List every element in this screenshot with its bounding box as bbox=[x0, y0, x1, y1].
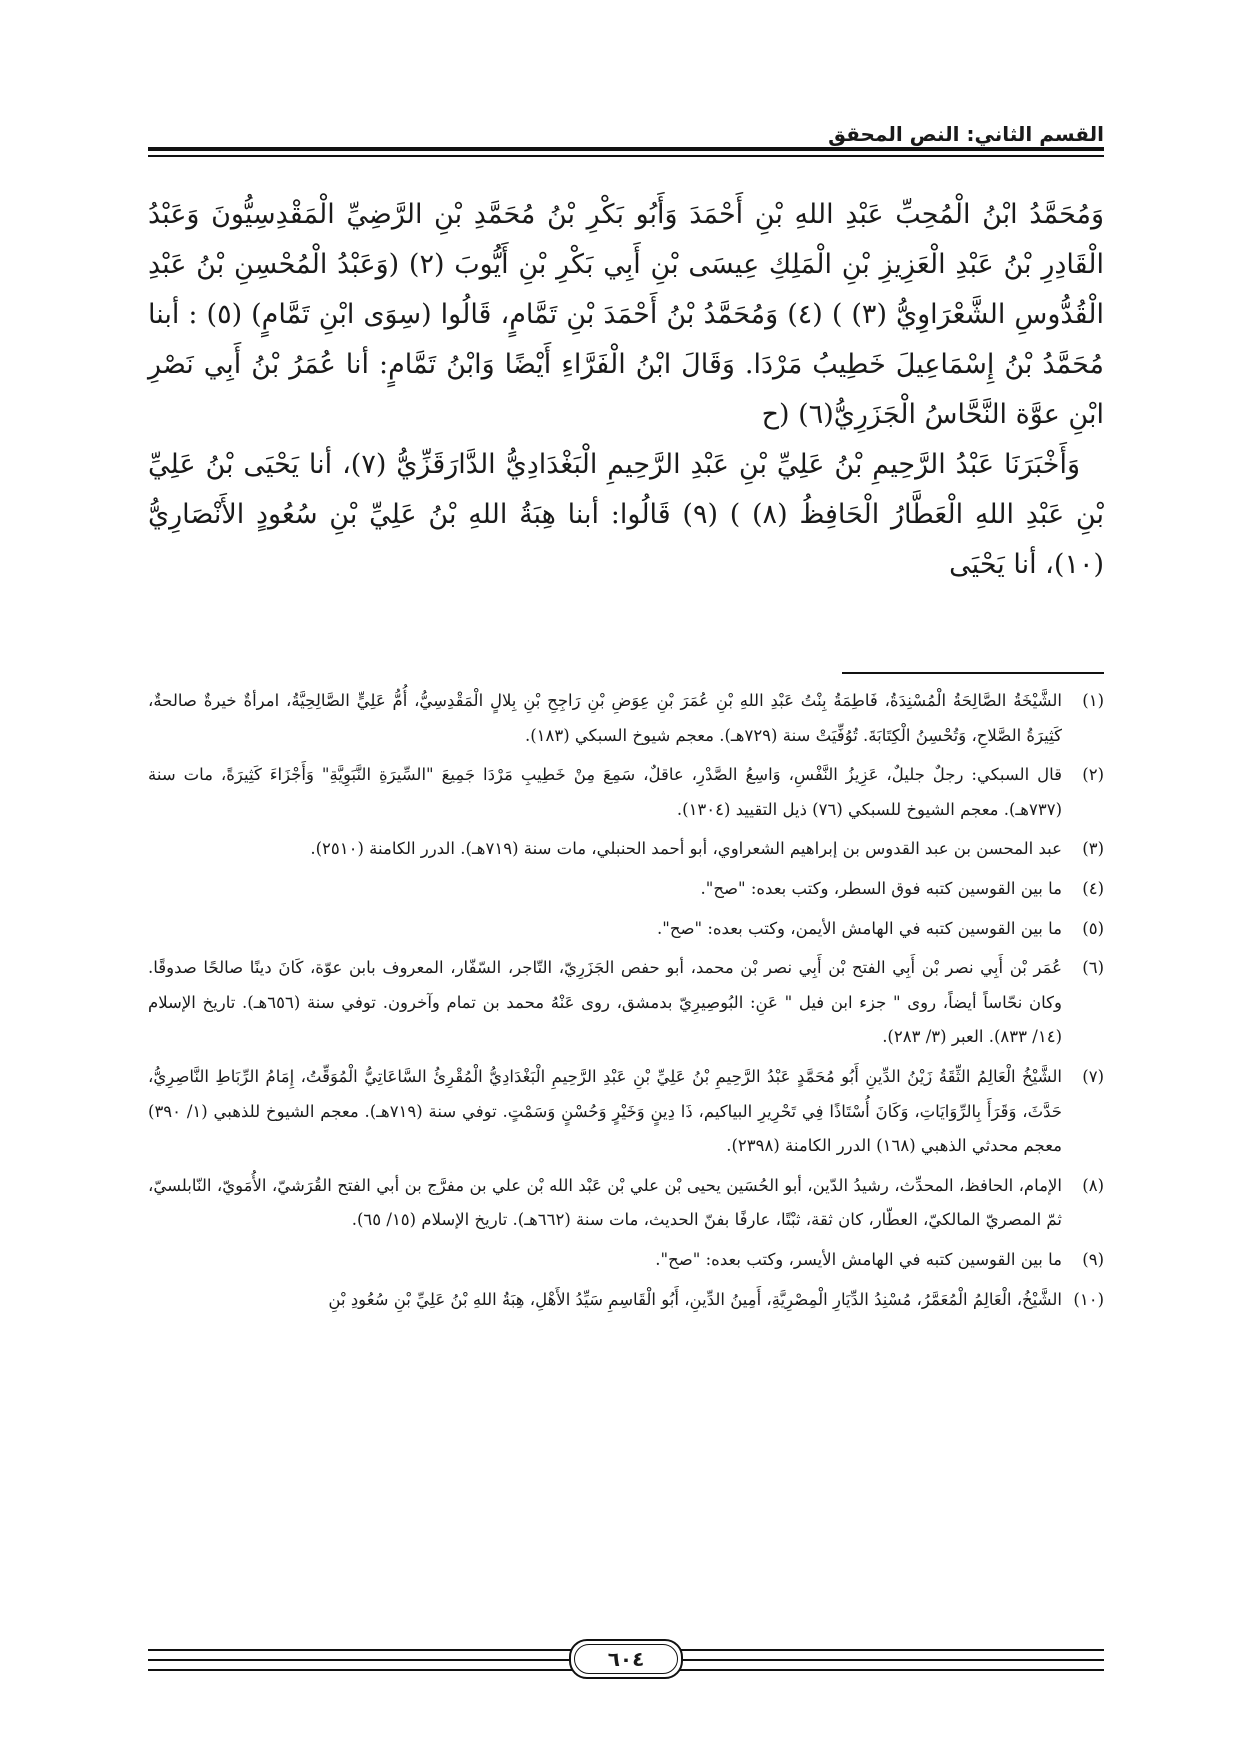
footnote-number: (٤) bbox=[1082, 878, 1104, 898]
footnote-number: (٣) bbox=[1082, 839, 1104, 859]
footnote-text: ما بين القوسين كتبه في الهامش الأيسر، وكتب بعده: "صح". bbox=[655, 1249, 1062, 1269]
footnote bbox=[148, 1169, 1104, 1238]
header-rule-thick bbox=[148, 147, 1104, 151]
footnote-number: (٧) bbox=[1082, 1066, 1104, 1086]
main-paragraph-2: وَأَخْبَرَنَا عَبْدُ الرَّحِيمِ بْنُ عَلِيِّ بْنِ عَبْدِ الرَّحِيمِ الْبَغْدَادِيُّ الدَّارَقَزِّيُّ (٧)، أنا يَحْيَى بْنُ عَلِيِّ بْنِ عَبْدِ اللهِ الْعَطَّارُ الْحَافِظُ (٨) ) (٩) قَالُوا: أبنا هِبَةُ اللهِ بْنُ عَلِيِّ بْنِ سُعُودٍ الأَنْصَارِيُّ (١٠)، أنا يَحْيَى bbox=[148, 449, 1104, 580]
footnote bbox=[148, 1243, 1104, 1278]
footnote-number: (١٠) bbox=[1073, 1289, 1104, 1309]
page-number: ٦٠٤ bbox=[607, 1647, 645, 1671]
main-paragraph-1: وَمُحَمَّدُ ابْنُ الْمُحِبِّ عَبْدِ اللهِ بْنِ أَحْمَدَ وَأَبُو بَكْرِ بْنُ مُحَمَّدِ بْنِ الرَّضِيِّ الْمَقْدِسِيُّونَ وَعَبْدُ الْقَادِرِ بْنُ عَبْدِ الْعَزِيزِ بْنِ الْمَلِكِ عِيسَى بْنِ أَبِي بَكْرِ بْنِ أَيُّوبَ (٢) (وَعَبْدُ الْمُحْسِنِ بْنُ عَبْدِ الْقُدُّوسِ الشَّعْرَاوِيُّ (٣) ) (٤) وَمُحَمَّدُ بْنُ أَحْمَدَ بْنِ تَمَّامٍ، قَالُوا (سِوَى ابْنِ تَمَّامٍ) (٥) : أبنا مُحَمَّدُ بْنُ إِسْمَاعِيلَ خَطِيبُ مَرْدَا. وَقَالَ ابْنُ الْفَرَّاءِ أَيْضًا وَابْنُ تَمَّامٍ: أنا عُمَرُ بْنُ أَبِي نَصْرِ ابْنِ عوَّة النَّحَّاسُ الْجَزَرِيُّ(٦) (ح bbox=[148, 199, 1104, 430]
footnote-number: (١) bbox=[1082, 691, 1104, 710]
header-rule-thin bbox=[148, 155, 1104, 157]
footnote-number: (٩) bbox=[1082, 1249, 1104, 1269]
footnote-number: (٦) bbox=[1082, 958, 1104, 978]
footnote bbox=[148, 684, 1104, 753]
footnote bbox=[148, 951, 1104, 1055]
footnote-text: ما بين القوسين كتبه في الهامش الأيمن، وكتب بعده: "صح". bbox=[657, 918, 1062, 938]
footnote-text: قال السبكي: رجلٌ جليلٌ، عَزِيزُ النَّفْسِ، وَاسِعُ الصَّدْرِ، عاقلٌ، سَمِعَ مِنْ خَطِيبِ مَرْدَا جَمِيعَ "السِّيرَةِ النَّبَوِيَّةِ" وَأَجْزَاءَ كَثِيرَةً، مات سنة (٧٣٧هـ). معجم الشيوخ للسبكي (٧٦) ذيل التقييد (١٣٠٤). bbox=[148, 765, 1062, 819]
footnote-text: ما بين القوسين كتبه فوق السطر، وكتب بعده: "صح". bbox=[700, 878, 1062, 898]
footnote bbox=[148, 912, 1104, 947]
footnote-text: الشَّيْخَةُ الصَّالِحَةُ الْمُسْنِدَةُ، فَاطِمَةُ بِنْتُ عَبْدِ اللهِ بْنِ عُمَرَ بْنِ عِوَضِ بْنِ رَاجِحِ بْنِ بِلالٍ الْمَقْدِسِيُّ، أُمُّ عَلِيٍّ الصَّالِحِيَّةُ، امرأةٌ خيرةٌ صالحةٌ، كَثِيرَةُ الصَّلاحِ، وَتُحْسِنُ الْكِتَابَةَ. تُوُفِّيَتْ سنة (٧٢٩هـ). معجم شيوخ السبكي (١٨٣). bbox=[148, 691, 1062, 745]
footnote-number: (٨) bbox=[1082, 1175, 1104, 1195]
footnote bbox=[148, 832, 1104, 867]
main-text bbox=[148, 190, 1104, 590]
page-number-ornament bbox=[148, 1635, 1104, 1683]
footnote-text: الشَّيْخُ الْعَالِمُ الثِّقَةُ زَيْنُ الدِّينِ أَبُو مُحَمَّدٍ عَبْدُ الرَّحِيمِ بْنُ عَلِيِّ بْنِ عَبْدِ الرَّحِيمِ الْبَغْدَادِيُّ الْمُقْرِئُ السَّاعَاتِيُّ الْمُوَقِّتُ، إِمَامُ الرِّبَاطِ النَّاصِرِيُّ، حَدَّثَ، وَقَرَأَ بِالرِّوَايَاتِ، وَكَانَ أُسْتَاذًا فِي تَحْرِيرِ البياكيم، ذَا دِينٍ وَخَيْرٍ وَحُسْنٍ وَسَمْتٍ. توفي سنة (٧١٩هـ). معجم الشيوخ للذهبي (١/ ٣٩٠) معجم محدثي الذهبي (١٦٨) الدرر الكامنة (٢٣٩٨). bbox=[148, 1066, 1062, 1156]
running-header: القسم الثاني: النص المحقق bbox=[828, 122, 1104, 146]
footnote-text: عُمَر بْن أَبِي نصر بْن أَبِي الفتح بْن أَبِي نصر بْن محمد، أبو حفص الجَزَرِيّ، التّاجر، السّفّار، المعروف بابن عوّة، كَانَ دينًا صالحًا صدوقًا. وكان نحّاساً أيضاً، روى " جزء ابن فيل " عَنِ: البُوصِيرِيّ بدمشق، روى عَنْهُ محمد بن تمام وآخرون. توفي سنة (٦٥٦هـ). تاريخ الإسلام (١٤/ ٨٣٣). العبر (٣/ ٢٨٣). bbox=[148, 958, 1062, 1047]
footnote-number: (٥) bbox=[1082, 918, 1104, 938]
footnotes bbox=[148, 684, 1104, 1322]
footnote-number: (٢) bbox=[1082, 765, 1104, 785]
footnote-text: الإمام، الحافظ، المحدِّث، رشيدُ الدّين، أبو الحُسَين يحيى بْن علي بْن عَبْد الله بْن علي بن مفرَّج بن أبي الفتح القُرَشيّ، الأُمَويّ، النّابلسيّ، ثمّ المصريّ المالكيّ، العطّار، كان ثقة، ثبْتًا، عارفًا بفنّ الحديث، مات سنة (٦٦٢هـ). تاريخ الإسلام (١٥/ ٦٥). bbox=[148, 1175, 1062, 1230]
footnote bbox=[148, 1060, 1104, 1164]
footnote bbox=[148, 758, 1104, 827]
footnote-text: الشَّيْخُ، الْعَالِمُ الْمُعَمَّرُ، مُسْنِدُ الدِّيَارِ الْمِصْرِيَّةِ، أَمِينُ الدِّينِ، أَبُو الْقَاسِمِ سَيِّدُ الأَهْلِ، هِبَةُ اللهِ بْنُ عَلِيِّ بْنِ سُعُودِ بْنِ bbox=[328, 1289, 1062, 1309]
page-number-box bbox=[569, 1639, 683, 1679]
footnote-text: عبد المحسن بن عبد القدوس بن إبراهيم الشعراوي، أبو أحمد الحنبلي، مات سنة (٧١٩هـ). الدرر الكامنة (٢٥١٠). bbox=[310, 839, 1062, 859]
footnote bbox=[148, 1283, 1104, 1318]
footnote-separator bbox=[842, 672, 1104, 674]
footnote bbox=[148, 872, 1104, 907]
